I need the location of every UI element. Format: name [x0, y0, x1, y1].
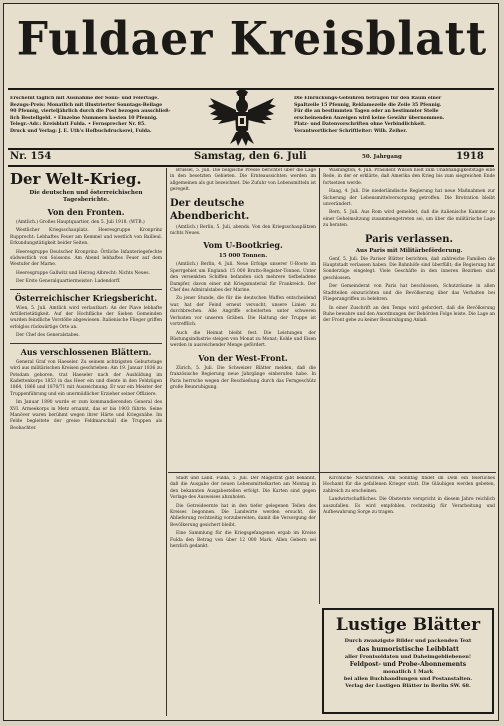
paragraph: Haag, 4. Juli. Die niederländische Regierung hat neue Maßnahmen zur Sicherung der Lebensmittelversorgung getroffen. Die Brotration bleibt unverändert.: [323, 189, 495, 208]
section-fronts: Von den Fronten.: [47, 207, 125, 217]
imperial-eagle-emblem: [206, 88, 278, 148]
subscription-info: [10, 96, 200, 136]
ad-line: Durch zwanzigste Bilder und packenden Text: [344, 638, 472, 644]
paragraph: Zürich, 5. Juli. Die Schweizer Blätter melden, daß die französische Regierung neue Jahrgänge einberufen habe. In Paris herrsche wegen der Beschießung durch das Ferngeschütz große Beunruhigung.: [170, 365, 316, 390]
ad-line: das humoristische Leibblatt: [356, 645, 460, 653]
ad-line: Verlag der Lustigen Blätter in Berlin SW. 68.: [345, 683, 471, 689]
paragraph: (Amtlich.) Großes Hauptquartier, den 5. Juli 1918. (WTB.): [16, 220, 145, 225]
info-line: Telegr.-Adr.: Kreisblatt Fulda. • Fernsprecher Nr. 85.: [10, 122, 146, 128]
headline-paris-left: Paris verlassen.: [364, 233, 453, 245]
issue-number: Nr. 154: [10, 151, 52, 162]
column-1: [10, 168, 162, 716]
column-3: [323, 168, 495, 468]
paragraph: Der Gemeinderat von Paris hat beschlossen, Schutzräume in allen Stadtteilen einzurichten und die Bevölkerung über das Verhalten bei Fliegerangriffen zu belehren.: [323, 284, 495, 303]
newspaper-page: [3, 3, 499, 721]
tonnage-subhead: 15 000 Tonnen.: [218, 253, 268, 260]
issue-date: Samstag, den 6. Juli: [194, 151, 307, 162]
lower-section-rule: [168, 472, 496, 473]
column-3-lower: [323, 476, 495, 604]
ad-line: aller Frontsoldaten und Daheimgebliebenen!: [344, 654, 472, 660]
paragraph: Washington, 4. Juli. Präsident Wilson hielt zum Unabhängigkeitstage eine Rede, in der er erklärte, daß Amerika den Krieg bis zum siegreichen Ende fortsetzen werde.: [323, 168, 495, 186]
paragraph: Bern, 5. Juli. Aus Rom wird gemeldet, daß die italienische Kammer zu einer Geheimsitzung zusammengetreten sei, um über die militärische Lage zu beraten.: [323, 210, 495, 229]
info-line: 90 Pfennig, vierteljährlich durch die Post bezogen ausschließ-: [10, 109, 171, 115]
paragraph: Auch die Heimat bleibt fest. Die Leistungen der Rüstungsindustrie steigen von Monat zu Monat; Kohle und Eisen werden in ausreichender Menge gefördert.: [170, 330, 316, 349]
column-rule: [166, 168, 167, 716]
ad-line: Feldpost- und Probe-Abonnements: [349, 661, 467, 668]
paragraph: General Graf von Haeseler. Zu seinem achtzigsten Geburtstage wird aus militärischen Kreisen geschrieben: Am 19. Januar 1836 zu Potsdam geboren, trat Haeseler nach der Ausbildung im Kadettenkorps 1853 in das Heer ein und diente in den Feldzügen 1864, 1866 und 1870/71 mit Auszeichnung. Er war ein Meister der Truppenführung und ein unermüdlicher Erzieher seiner Offiziere.: [10, 359, 162, 397]
paragraph: Brüssel, 5. Juli. Die belgische Presse berichtet über die Lage in den besetzten Gebieten. Die Ernteaussichten werden im allgemeinen als gut bezeichnet. Die Zufuhr von Lebensmitteln ist geregelt.: [170, 168, 316, 193]
section-u-boat-war: Vom U-Bootkrieg.: [203, 240, 283, 251]
info-line: erscheinenden Anzeigen wird keine Gewähr übernommen.: [294, 115, 445, 121]
headline-world-war: Der Welt-Krieg.: [10, 170, 142, 188]
paragraph: Der Chef des Generalstabes.: [16, 333, 80, 339]
info-line: Erscheint täglich mit Ausnahme der Sonn- und Feiertage.: [10, 96, 159, 101]
ad-line: bei allen Buchhandlungen und Postanstalten.: [343, 676, 473, 682]
paragraph: Die Getreideernte hat in den tiefer gelegenen Teilen des Kreises begonnen. Die Landwirte werden ersucht, die Ablieferung rechtzeitig vorzubereiten, damit die Versorgung der Bevölkerung gesichert bleibt.: [170, 503, 316, 528]
issue-year: 1918: [456, 151, 484, 162]
paragraph: Westlicher Kriegsschauplatz. Heeresgruppe Kronprinz Rupprecht: Lebhaftes Feuer am Kemmel und westlich von Bailleul. Erkundungstätigkeit beider Seiten.: [10, 228, 162, 247]
volume-label: 50. Jahrgang: [362, 154, 402, 160]
paragraph: (Amtlich.) Berlin, 4. Juli. Neue Erfolge unserer U-Boote im Sperrgebiet um England: 15 000 Brutto-Register-Tonnen. Unter den versenkten Schiffen befanden sich mehrere tiefbeladene Dampfer, davon einer mit Kriegsmaterial für Frankreich. Der Chef des Admiralstabes der Marine.: [170, 262, 316, 294]
info-line: Druck und Verlag: J. E. Uth's Hofbuchdruckerei, Fulda.: [10, 128, 152, 134]
section-closed-papers: Aus verschlossenen Blättern.: [20, 346, 152, 357]
paragraph: In einer Zuschrift an den Temps wird gefordert, daß die Bevölkerung Ruhe bewahre und den Anordnungen der Behörden Folge leiste. Die Lage an der Front gebe zu keiner Beunruhigung Anlaß.: [323, 305, 495, 324]
section-austrian-report: Österreichischer Kriegsbericht.: [14, 292, 158, 303]
paragraph: Wien, 5. Juli. Amtlich wird verlautbart: An der Piave lebhafte Artillerietätigkeit. Auf der Hochfläche der Sieben Gemeinden wurden feindliche Vorstöße abgewiesen. Italienische Flieger griffen erfolglos rückwärtige Orte an.: [10, 305, 162, 330]
paragraph: Stadt und Land. Fulda, 5. Juli. Der Magistrat gibt bekannt, daß die Ausgabe der neuen Lebensmittelkarten am Montag in den bekannten Ausgabestellen erfolgt. Die Karten sind gegen Vorlage des Ausweises abzuholen.: [170, 476, 316, 501]
info-line: Platz- und Datenvorschriften ohne Verbindlichkeit.: [294, 122, 426, 128]
column-2-lower: [170, 476, 316, 714]
paragraph: Heeresgruppe Gallwitz und Herzog Albrecht: Nichts Neues.: [16, 270, 150, 276]
info-line: Bezugs-Preis: Monatlich mit illustrierter Sonntags-Beilage: [10, 102, 163, 108]
column-rule: [319, 168, 320, 604]
info-line: Spaltzeile 15 Pfennig, Reklamezeile die Zeile 35 Pfennig.: [294, 102, 442, 108]
info-line: Verantwortlicher Schriftleiter: Wilh. Zeiher.: [294, 128, 407, 134]
section-west-front: Von der West-Front.: [198, 352, 288, 363]
advertisement-lustige-blaetter: [322, 608, 494, 714]
section-rule: [10, 289, 162, 290]
paragraph: Landwirtschaftliches. Die Obsternte verspricht in diesem Jahre reichlich auszufallen. Es wird empfohlen, rechtzeitig für Verarbeitung und Aufbewahrung Sorge zu tragen.: [323, 497, 495, 516]
paragraph: Im Januar 1890 wurde er zum kommandierenden General des XVI. Armeekorps in Metz ernannt, das er bis 1903 führte. Seine Manöver waren berühmt wegen ihrer Härte und Kriegsnähe. Im Felde begleitete der greise Feldmarschall die Truppen als Beobachter.: [10, 400, 162, 431]
advertising-info: [294, 96, 494, 136]
dateline: [10, 150, 492, 164]
ad-title: Lustige Blätter: [335, 615, 481, 635]
paragraph: Zu jener Stunde, die für die deutschen Waffen entscheidend war, hat der Feind erneut versucht, unsere Linien zu durchbrechen. Alle Angriffe scheiterten unter schweren Verlusten vor unseren Gräben. Die Haltung der Truppe ist vortrefflich.: [170, 296, 316, 328]
info-line: lich Bestellgeld. • Einzelne Nummern kosten 10 Pfennig.: [10, 115, 158, 121]
paragraph: Genf, 5. Juli. Die Pariser Blätter berichten, daß zahlreiche Familien die Hauptstadt verlassen haben. Die Bahnhöfe sind überfüllt; die Regierung hat Sonderzüge eingelegt. Viele Geschäfte in den inneren Bezirken sind geschlossen.: [323, 256, 495, 281]
headline-evening-report: Der deutsche Abendbericht.: [170, 197, 250, 222]
ad-line: monatlich 1 Mark: [382, 669, 434, 675]
paragraph: Kirchliche Nachrichten. Am Sonntag findet im Dom ein feierliches Hochamt für die gefallenen Krieger statt. Die Gläubigen werden gebeten, zahlreich zu erscheinen.: [323, 476, 495, 494]
newspaper-title: Fuldaer Kreisblatt: [16, 12, 488, 67]
paragraph: (Amtlich.) Berlin, 5. Juli, abends. Von den Kriegsschauplätzen nichts Neues.: [170, 224, 316, 237]
dateline-bottom-rule: [8, 165, 494, 167]
info-line: Die Einrückungs-Gebühren betragen für den Raum einer: [294, 96, 442, 101]
column-2: [170, 168, 316, 468]
paragraph: Heeresgruppe Deutscher Kronprinz: Örtliche Infanteriegefechte südwestlich von Soissons. Am Abend lebhaftes Feuer auf dem Westufer der Marne.: [10, 249, 162, 268]
paragraph: Der Erste Generalquartiermeister: Ludendorff.: [16, 279, 121, 285]
subhead-daily-reports: Die deutschen und österreichischen Tagesberichte.: [29, 190, 143, 203]
section-rule: [10, 343, 162, 344]
paragraph: Eine Sammlung für die Kriegsgefangenen ergab im Kreise Fulda den Betrag von über 12 000 Mark. Allen Gebern sei herzlich gedankt.: [170, 531, 316, 550]
info-line: Für die an bestimmten Tagen oder an bestimmter Stelle: [294, 109, 439, 115]
masthead: [4, 10, 499, 82]
subhead-paris: Aus Paris mit Militärbeförderung.: [355, 247, 463, 254]
